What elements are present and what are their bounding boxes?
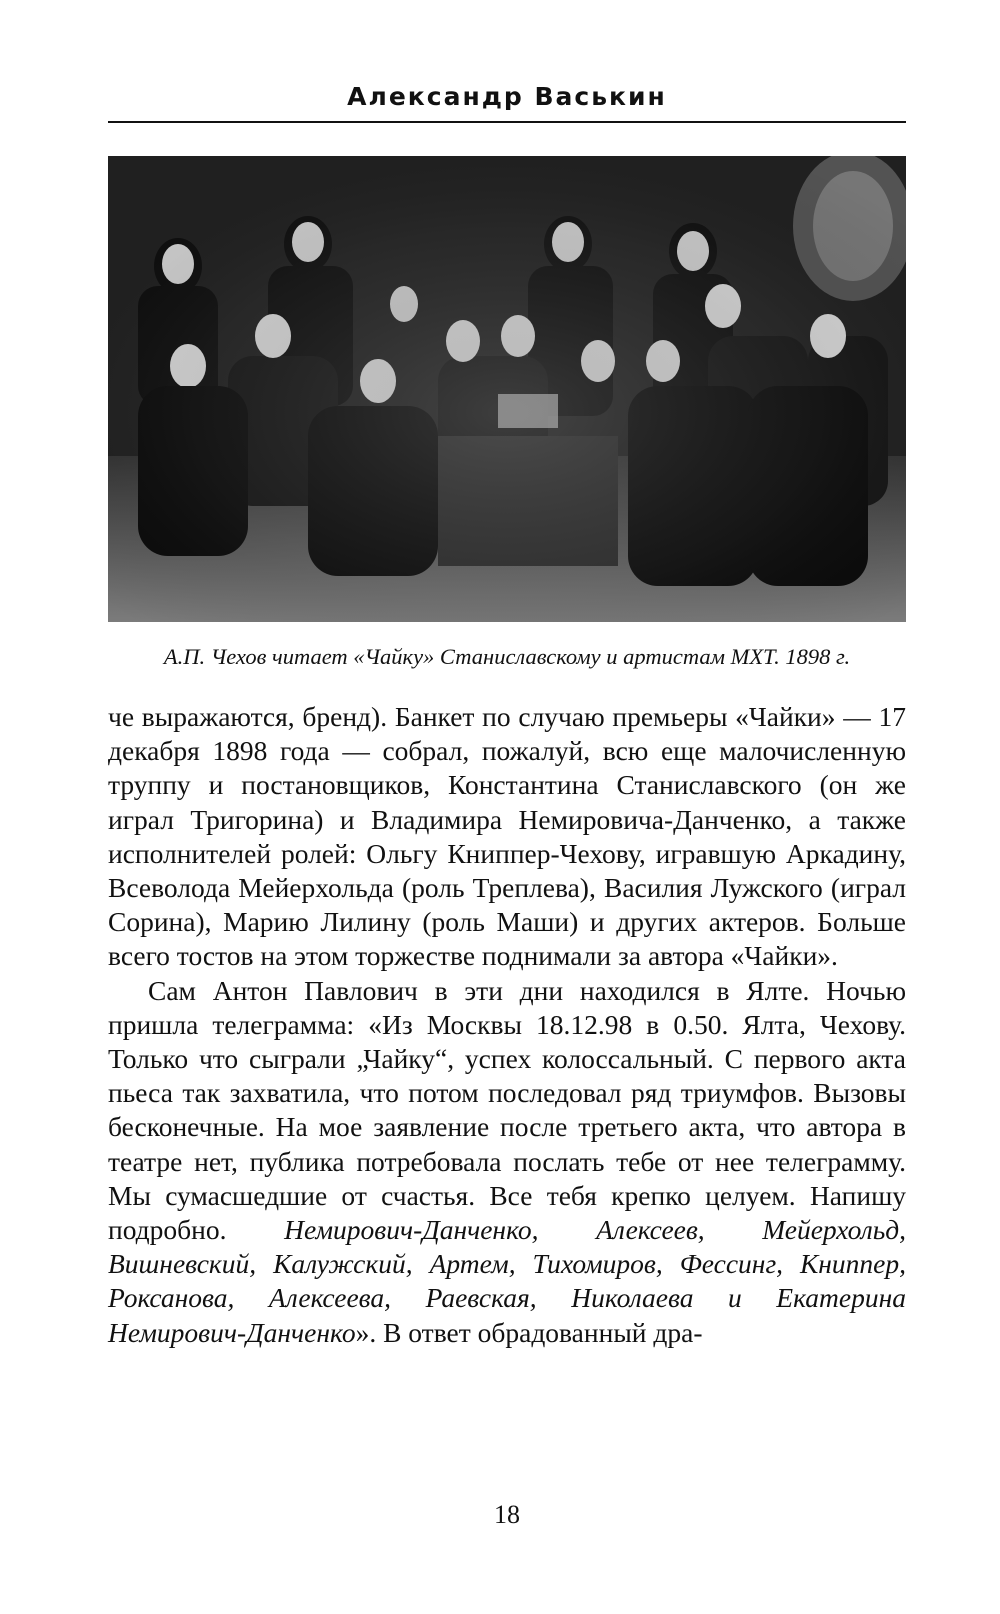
chekhov-reading-photo — [108, 156, 906, 622]
photo-caption: А.П. Чехов читает «Чайку» Станиславскому и артистам МХТ. 1898 г. — [163, 644, 851, 669]
paragraph-2 — [108, 974, 906, 1350]
page-number: 18 — [494, 1500, 520, 1529]
header-rule — [108, 121, 906, 123]
body-text — [108, 700, 906, 1350]
paragraph-2-end: ». В ответ обрадованный дра- — [355, 1316, 703, 1348]
paragraph-1: че выражаются, бренд). Банкет по случаю премьеры «Чайки» — 17 декабря 1898 года — собрал, пожалуй, всю еще малочисленную труппу и постановщиков, Константина Станиславского (он же играл Тригорина) и Владимира Немировича-Данченко, а также исполнителей ролей: Ольгу Книппер-Чехову, игравшую Аркадину, Всеволода Мейерхольда (роль Треплева), Василия Лужского (играл Сорина), Марию Лилину (роль Маши) и других актеров. Больше всего тостов на этом торжестве поднимали за автора «Чайки». — [108, 701, 906, 972]
running-title: Александр Васькин — [347, 82, 667, 111]
telegram-signatures: Немирович-Данченко, Алексеев, Мейерхольд, Вишневский, Калужский, Артем, Тихомиров, Фессинг, Книппер, Роксанова, Алексеева, Раевская, Николаева и Екатерина Немирович-Данченко — [108, 1214, 906, 1348]
paragraph-2-text: Сам Антон Павлович в эти дни находился в Ялте. Ночью пришла телеграмма: «Из Москвы 18.12.98 в 0.50. Ялта, Чехову. Только что сыграли „Чайку“, успех колоссальный. С первого акта пьеса так захватила, что потом последовал ряд триумфов. Вызовы бесконечные. На мое заявление после третьего акта, что автора в театре нет, публика потребовала послать тебе от нее телеграмму. Мы сумасшедшие от счастья. Все тебя крепко целуем. Напишу подробно. — [108, 974, 906, 1246]
